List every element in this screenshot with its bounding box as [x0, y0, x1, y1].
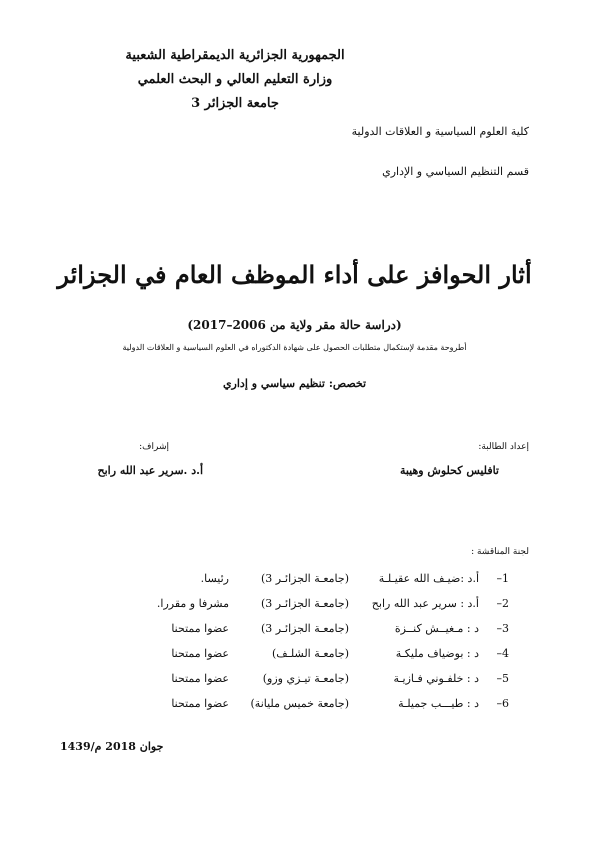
- jury-member-university: (جامعة خميس مليانة): [250, 697, 349, 710]
- thesis-purpose: أطروحة مقدمة لإستكمال متطلبات الحصول على شهادة الدكتوراه في العلوم السياسية و العلاقات الدولية: [122, 343, 467, 352]
- jury-member-name: د : مـغيــش كنــزة: [394, 622, 479, 635]
- jury-member-row: [0, 672, 589, 692]
- student-label: إعداد الطالبة:: [478, 442, 529, 452]
- jury-member-row: [0, 697, 589, 717]
- jury-member-role: عضوا ممتحنا: [171, 697, 229, 710]
- department-name: قسم التنظيم السياسي و الإداري: [382, 165, 529, 178]
- defense-date: جوان 2018 م/1439: [60, 740, 164, 753]
- jury-member-number: 6–: [496, 697, 509, 710]
- jury-member-university: (جامعـة الشلـف): [271, 647, 349, 660]
- jury-member-role: عضوا ممتحنا: [171, 622, 229, 635]
- jury-label: لجنة المناقشة :: [471, 547, 529, 557]
- jury-member-row: [0, 572, 589, 592]
- jury-member-number: 4–: [496, 647, 509, 660]
- jury-member-number: 5–: [496, 672, 509, 685]
- specialty: تخصص: تنظيم سياسي و إداري: [222, 377, 367, 390]
- student-name: تافليس كحلوش وهيبة: [399, 464, 499, 477]
- supervisor-label: إشراف:: [139, 442, 169, 452]
- case-study: (دراسة حالة مقر ولاية من 2006–2017): [187, 318, 402, 332]
- jury-member-name: أ.د :ضيـف الله عقيـلـة: [378, 572, 479, 585]
- jury-member-role: مشرفا و مقررا.: [156, 597, 229, 610]
- university-name: جامعة الجزائر 3: [191, 96, 279, 111]
- jury-member-role: عضوا ممتحنا: [171, 672, 229, 685]
- jury-member-name: د : بوضياف مليكـة: [395, 647, 479, 660]
- jury-member-number: 1–: [496, 572, 509, 585]
- jury-member-university: (جامعـة الجزائـر 3): [260, 597, 349, 610]
- jury-member-role: رئيسا.: [200, 572, 229, 585]
- jury-member-row: [0, 622, 589, 642]
- jury-member-university: (جامعـة الجزائـر 3): [260, 572, 349, 585]
- jury-member-role: عضوا ممتحنا: [171, 647, 229, 660]
- jury-member-row: [0, 647, 589, 667]
- jury-member-university: (جامعـة الجزائـر 3): [260, 622, 349, 635]
- ministry-name: وزارة التعليم العالي و البحث العلمي: [137, 72, 333, 87]
- jury-member-number: 2–: [496, 597, 509, 610]
- jury-member-row: [0, 597, 589, 617]
- jury-member-university: (جامعـة تيـزي وزو): [262, 672, 349, 685]
- republic-name: الجمهورية الجزائرية الديمقراطية الشعبية: [125, 48, 345, 63]
- jury-member-name: أ.د : سرير عبد الله رابح: [371, 597, 479, 610]
- thesis-title: أثار الحوافز على أداء الموظف العام في الجزائر: [57, 260, 532, 289]
- faculty-name: كلية العلوم السياسية و العلاقات الدولية: [351, 125, 529, 138]
- jury-member-name: د : خلفـوني فـازيـة: [393, 672, 479, 685]
- supervisor-name: أ.د .سرير عبد الله رابح: [97, 464, 203, 477]
- jury-member-name: د : طيـــب جميلـة: [398, 697, 479, 710]
- jury-member-number: 3–: [496, 622, 509, 635]
